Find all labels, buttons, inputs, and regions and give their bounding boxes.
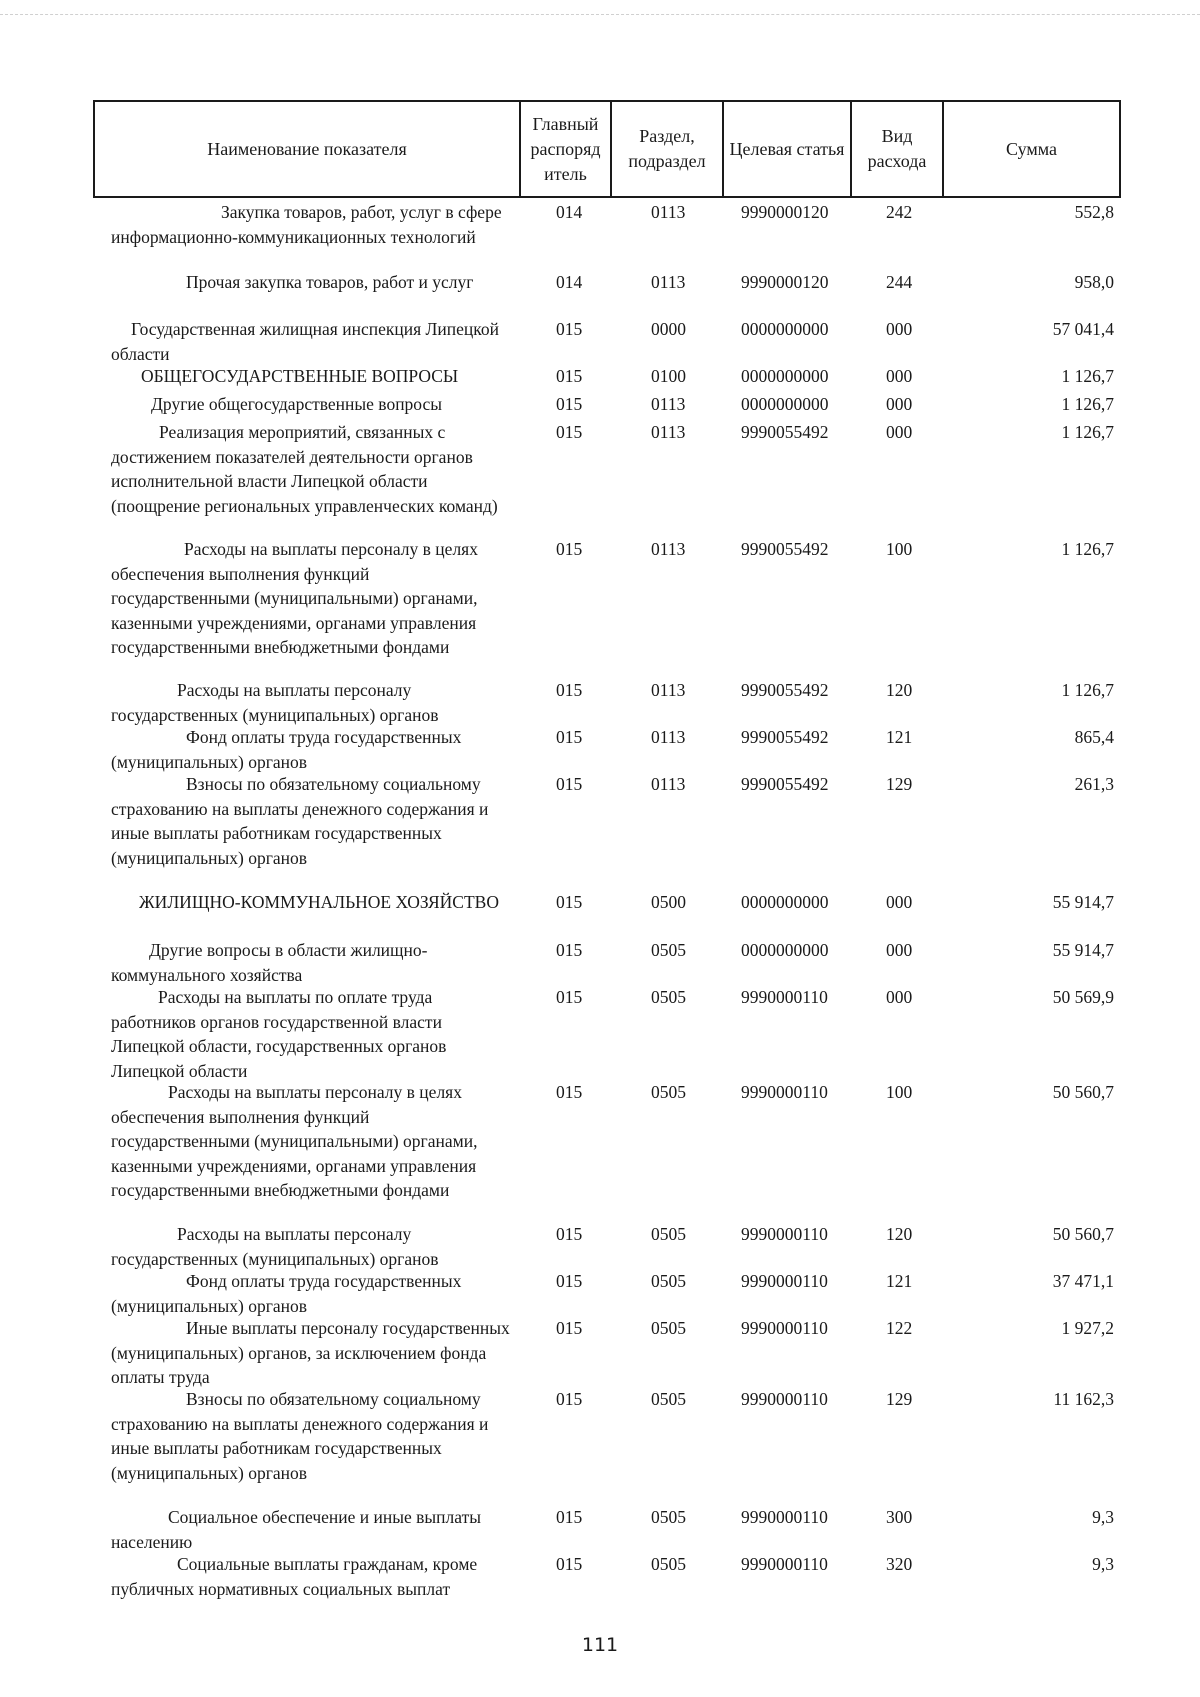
row-target: 9990000110 <box>741 1389 828 1409</box>
row-section: 0113 <box>651 272 686 292</box>
row-target: 9990055492 <box>741 680 829 700</box>
row-section: 0113 <box>651 680 686 700</box>
row-type: 320 <box>886 1554 913 1574</box>
row-type: 242 <box>886 202 913 222</box>
row-name: Социальное обеспечение и иные выплаты населению <box>111 1507 482 1552</box>
row-target: 9990000120 <box>741 272 829 292</box>
row-sum: 1 927,2 <box>1061 1318 1114 1338</box>
row-type: 129 <box>886 1389 913 1409</box>
row-name: Фонд оплаты труда государственных (муниципальных) органов <box>111 727 462 772</box>
row-chief: 015 <box>556 1082 583 1102</box>
row-type: 100 <box>886 539 913 559</box>
row-chief: 015 <box>556 1389 583 1409</box>
row-sum: 11 162,3 <box>1053 1389 1114 1409</box>
row-name: Иные выплаты персоналу государственных (муниципальных) органов, за исключением фонда оплаты труда <box>111 1318 510 1387</box>
row-section: 0505 <box>651 940 686 960</box>
row-sum: 50 560,7 <box>1052 1224 1114 1244</box>
row-chief: 015 <box>556 1271 583 1291</box>
row-type: 000 <box>886 422 913 442</box>
row-chief: 014 <box>556 272 583 292</box>
row-chief: 015 <box>556 319 583 339</box>
row-type: 122 <box>886 1318 913 1338</box>
row-chief: 015 <box>556 394 583 414</box>
row-section: 0500 <box>651 892 686 912</box>
row-target: 9990000110 <box>741 1507 828 1527</box>
row-target: 9990000110 <box>741 1554 828 1574</box>
row-chief: 015 <box>556 1318 583 1338</box>
row-target: 9990000110 <box>741 1224 828 1244</box>
row-sum: 261,3 <box>1074 774 1114 794</box>
row-sum: 1 126,7 <box>1061 394 1114 414</box>
row-target: 9990000110 <box>741 987 828 1007</box>
row-target: 9990000110 <box>741 1082 828 1102</box>
row-sum: 50 560,7 <box>1052 1082 1114 1102</box>
row-sum: 1 126,7 <box>1061 422 1114 442</box>
row-section: 0505 <box>651 1318 686 1338</box>
row-name: Другие вопросы в области жилищно-коммунального хозяйства <box>111 940 428 985</box>
row-type: 121 <box>886 727 913 747</box>
row-chief: 015 <box>556 539 583 559</box>
row-chief: 015 <box>556 366 583 386</box>
row-section: 0505 <box>651 987 686 1007</box>
row-name: Другие общегосударственные вопросы <box>151 394 443 414</box>
row-section: 0505 <box>651 1082 686 1102</box>
row-section: 0100 <box>651 366 686 386</box>
header-chief: Главный распоряд итель <box>521 102 612 196</box>
row-section: 0113 <box>651 539 686 559</box>
row-sum: 1 126,7 <box>1061 680 1114 700</box>
row-section: 0113 <box>651 422 686 442</box>
row-sum: 9,3 <box>1092 1554 1114 1574</box>
row-chief: 015 <box>556 987 583 1007</box>
header-target: Целевая статья <box>724 102 852 196</box>
row-chief: 015 <box>556 1507 583 1527</box>
row-target: 9990055492 <box>741 774 829 794</box>
row-type: 121 <box>886 1271 913 1291</box>
row-section: 0113 <box>651 202 686 222</box>
row-target: 0000000000 <box>741 319 829 339</box>
row-sum: 1 126,7 <box>1061 539 1114 559</box>
row-sum: 50 569,9 <box>1052 987 1114 1007</box>
row-chief: 015 <box>556 892 583 912</box>
row-type: 120 <box>886 1224 913 1244</box>
row-name: Государственная жилищная инспекция Липецкой области <box>111 319 499 364</box>
row-type: 000 <box>886 892 913 912</box>
row-chief: 015 <box>556 940 583 960</box>
header-name: Наименование показателя <box>95 102 521 196</box>
row-sum: 865,4 <box>1074 727 1114 747</box>
row-name: Расходы на выплаты персоналу в целях обеспечения выполнения функций государственными (муниципальными) органами, казенными учреждениями, органами управления государственными внебюджетными фондами <box>111 1082 478 1200</box>
row-type: 300 <box>886 1507 913 1527</box>
row-type: 000 <box>886 940 913 960</box>
row-chief: 015 <box>556 774 583 794</box>
row-type: 000 <box>886 394 913 414</box>
row-section: 0505 <box>651 1554 686 1574</box>
row-chief: 015 <box>556 727 583 747</box>
row-name: Расходы на выплаты по оплате труда работников органов государственной власти Липецкой области, государственных органов Липецкой области <box>111 987 447 1081</box>
row-section: 0505 <box>651 1389 686 1409</box>
row-name: Взносы по обязательному социальному страхованию на выплаты денежного содержания и иные выплаты работникам государственных (муниципальных) органов <box>111 774 489 868</box>
row-name: ЖИЛИЩНО-КОММУНАЛЬНОЕ ХОЗЯЙСТВО <box>139 892 499 912</box>
row-chief: 015 <box>556 1224 583 1244</box>
row-name: Социальные выплаты гражданам, кроме публичных нормативных социальных выплат <box>111 1554 478 1599</box>
row-name: Прочая закупка товаров, работ и услуг <box>186 272 474 292</box>
row-type: 100 <box>886 1082 913 1102</box>
row-target: 9990055492 <box>741 727 829 747</box>
row-target: 9990000110 <box>741 1271 828 1291</box>
header-type: Вид расхода <box>852 102 944 196</box>
row-name: ОБЩЕГОСУДАРСТВЕННЫЕ ВОПРОСЫ <box>141 366 459 386</box>
row-section: 0113 <box>651 774 686 794</box>
row-section: 0113 <box>651 394 686 414</box>
row-chief: 014 <box>556 202 583 222</box>
row-section: 0113 <box>651 727 686 747</box>
header-section: Раздел, подраздел <box>612 102 724 196</box>
row-target: 0000000000 <box>741 892 829 912</box>
row-type: 000 <box>886 987 913 1007</box>
row-sum: 1 126,7 <box>1061 366 1114 386</box>
row-name: Расходы на выплаты персоналу в целях обеспечения выполнения функций государственными (муниципальными) органами, казенными учреждениями, органами управления государственными внебюджетными фондами <box>111 539 478 657</box>
row-chief: 015 <box>556 1554 583 1574</box>
row-sum: 55 914,7 <box>1052 940 1114 960</box>
row-target: 0000000000 <box>741 394 829 414</box>
header-sum: Сумма <box>1006 138 1057 159</box>
row-section: 0505 <box>651 1507 686 1527</box>
row-name: Расходы на выплаты персоналу государственных (муниципальных) органов <box>111 1224 439 1269</box>
page-number: 111 <box>581 1634 619 1656</box>
row-section: 0505 <box>651 1224 686 1244</box>
row-target: 9990055492 <box>741 422 829 442</box>
row-sum: 57 041,4 <box>1052 319 1114 339</box>
row-name: Расходы на выплаты персоналу государственных (муниципальных) органов <box>111 680 439 725</box>
row-section: 0505 <box>651 1271 686 1291</box>
row-sum: 55 914,7 <box>1052 892 1114 912</box>
row-name: Реализация мероприятий, связанных с достижением показателей деятельности органов исполнительной власти Липецкой области (поощрение региональных управленческих команд) <box>111 422 498 516</box>
row-sum: 958,0 <box>1074 272 1114 292</box>
row-chief: 015 <box>556 422 583 442</box>
row-name: Взносы по обязательному социальному страхованию на выплаты денежного содержания и иные выплаты работникам государственных (муниципальных) органов <box>111 1389 489 1483</box>
row-sum: 552,8 <box>1074 202 1114 222</box>
row-type: 000 <box>886 319 913 339</box>
row-target: 9990055492 <box>741 539 829 559</box>
row-chief: 015 <box>556 680 583 700</box>
row-target: 9990000120 <box>741 202 829 222</box>
row-target: 0000000000 <box>741 940 829 960</box>
row-type: 000 <box>886 366 913 386</box>
row-sum: 9,3 <box>1092 1507 1114 1527</box>
row-sum: 37 471,1 <box>1052 1271 1114 1291</box>
row-section: 0000 <box>651 319 686 339</box>
row-type: 120 <box>886 680 913 700</box>
row-name: Фонд оплаты труда государственных (муниципальных) органов <box>111 1271 462 1316</box>
row-target: 9990000110 <box>741 1318 828 1338</box>
row-target: 0000000000 <box>741 366 829 386</box>
row-type: 129 <box>886 774 913 794</box>
row-name: Закупка товаров, работ, услуг в сфере информационно-коммуникационных технологий <box>111 202 502 247</box>
row-type: 244 <box>886 272 913 292</box>
